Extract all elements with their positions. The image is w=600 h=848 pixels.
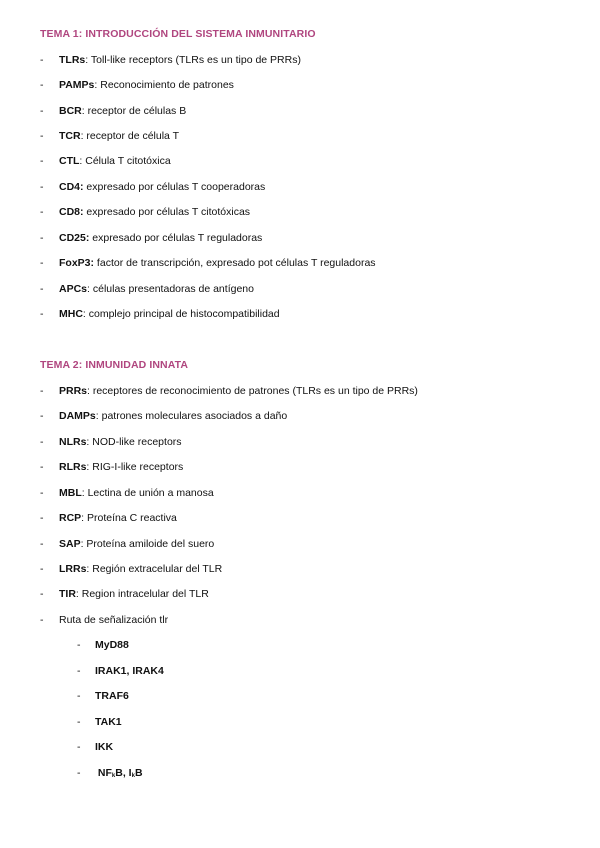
term: TLRs [59,54,86,66]
term: TIR [59,588,76,600]
definition: : receptores de reconocimiento de patrones (TLRs es un tipo de PRRs) [87,385,418,397]
section-heading-tema1: TEMA 1: INTRODUCCIÓN DEL SISTEMA INMUNITARIO [40,28,316,40]
term: TRAF6 [95,690,129,702]
list-item: - CD25: expresado por células T reguladoras [40,232,263,244]
term: TAK1 [95,716,122,728]
definition: : Región extracelular del TLR [86,563,223,575]
definition: : patrones moleculares asociados a daño [95,410,288,422]
list-item: - CD4: expresado por células T cooperadoras [40,181,266,193]
term: IKK [95,741,114,753]
list-item: - MHC: complejo principal de histocompatibilidad [40,308,280,320]
term: IRAK1, IRAK4 [95,665,164,677]
list-item: - PAMPs: Reconocimiento de patrones [40,79,234,91]
term: RLRs [59,461,87,473]
definition: : células presentadoras de antígeno [87,283,254,295]
definition: Ruta de señalización tlr [59,614,169,626]
list-item: - BCR: receptor de células B [40,105,187,117]
term: $NF_kB$, $I_kB$ [95,767,143,779]
term: MyD88 [95,639,129,651]
term: APCs [59,283,88,295]
list-item: - Ruta de señalización tlr [40,614,169,626]
sub-list-item: - MyD88 [77,639,129,651]
definition: expresado por células T citotóxicas [83,206,251,218]
term: FoxP3: [59,257,95,269]
definition: : Reconocimiento de patrones [94,79,234,91]
definition: : Proteína amiloide del suero [80,538,215,550]
list-item: - CD8: expresado por células T citotóxicas [40,206,251,218]
list-item: - NLRs: NOD-like receptors [40,436,182,448]
sub-list-item: - TAK1 [77,716,122,728]
list-item: - SAP: Proteína amiloide del suero [40,538,215,550]
list-item: - PRRs: receptores de reconocimiento de patrones (TLRs es un tipo de PRRs) [40,385,418,397]
term: MHC [59,308,83,320]
term: PAMPs [59,79,95,91]
term: NLRs [59,436,87,448]
term: CD4: [59,181,84,193]
list-item: - APCs: células presentadoras de antígeno [40,283,254,295]
definition: : RIG-I-like receptors [86,461,184,473]
list-item: - RCP: Proteína C reactiva [40,512,177,524]
term: TCR [59,130,81,142]
list-item: - RLRs: RIG-I-like receptors [40,461,184,473]
definition: : Proteína C reactiva [81,512,177,524]
definition: : Lectina de unión a manosa [81,487,214,499]
list-item: - DAMPs: patrones moleculares asociados a daño [40,410,288,422]
list-item: - LRRs: Región extracelular del TLR [40,563,223,575]
list-item: - FoxP3: factor de transcripción, expresado pot células T reguladoras [40,257,376,269]
term: SAP [59,538,81,550]
definition: expresado por células T cooperadoras [83,181,266,193]
term: DAMPs [59,410,96,422]
term: CD8: [59,206,84,218]
definition: : complejo principal de histocompatibilidad [82,308,280,320]
definition: : Region intracelular del TLR [75,588,209,600]
term: BCR [59,105,82,117]
definition: : receptor de célula T [80,130,180,142]
list-item: - CTL: Célula T citotóxica [40,155,171,167]
definition: expresado por células T reguladoras [89,232,263,244]
definition: : Célula T citotóxica [79,155,171,167]
definition: : NOD-like receptors [86,436,182,448]
sub-list-item: - IKK [77,741,114,753]
term: MBL [59,487,82,499]
sub-list-item-nfkb: - $NF_kB$, $I_kB$ [77,767,143,779]
term: CTL [59,155,80,167]
term: RCP [59,512,82,524]
term: PRRs [59,385,88,397]
definition: factor de transcripción, expresado pot células T reguladoras [94,257,376,269]
section-heading-tema2: TEMA 2: INMUNIDAD INNATA [40,359,189,371]
sub-list-item: - IRAK1, IRAK4 [77,665,164,677]
term: CD25: [59,232,90,244]
list-item: - TIR: Region intracelular del TLR [40,588,209,600]
term: LRRs [59,563,87,575]
sub-list-item: - TRAF6 [77,690,129,702]
definition: : Toll-like receptors (TLRs es un tipo de PRRs) [85,54,301,66]
list-item: - TCR: receptor de célula T [40,130,180,142]
definition: : receptor de células B [81,105,187,117]
list-item: - MBL: Lectina de unión a manosa [40,487,214,499]
list-item: - TLRs: Toll-like receptors (TLRs es un tipo de PRRs) [40,54,301,66]
